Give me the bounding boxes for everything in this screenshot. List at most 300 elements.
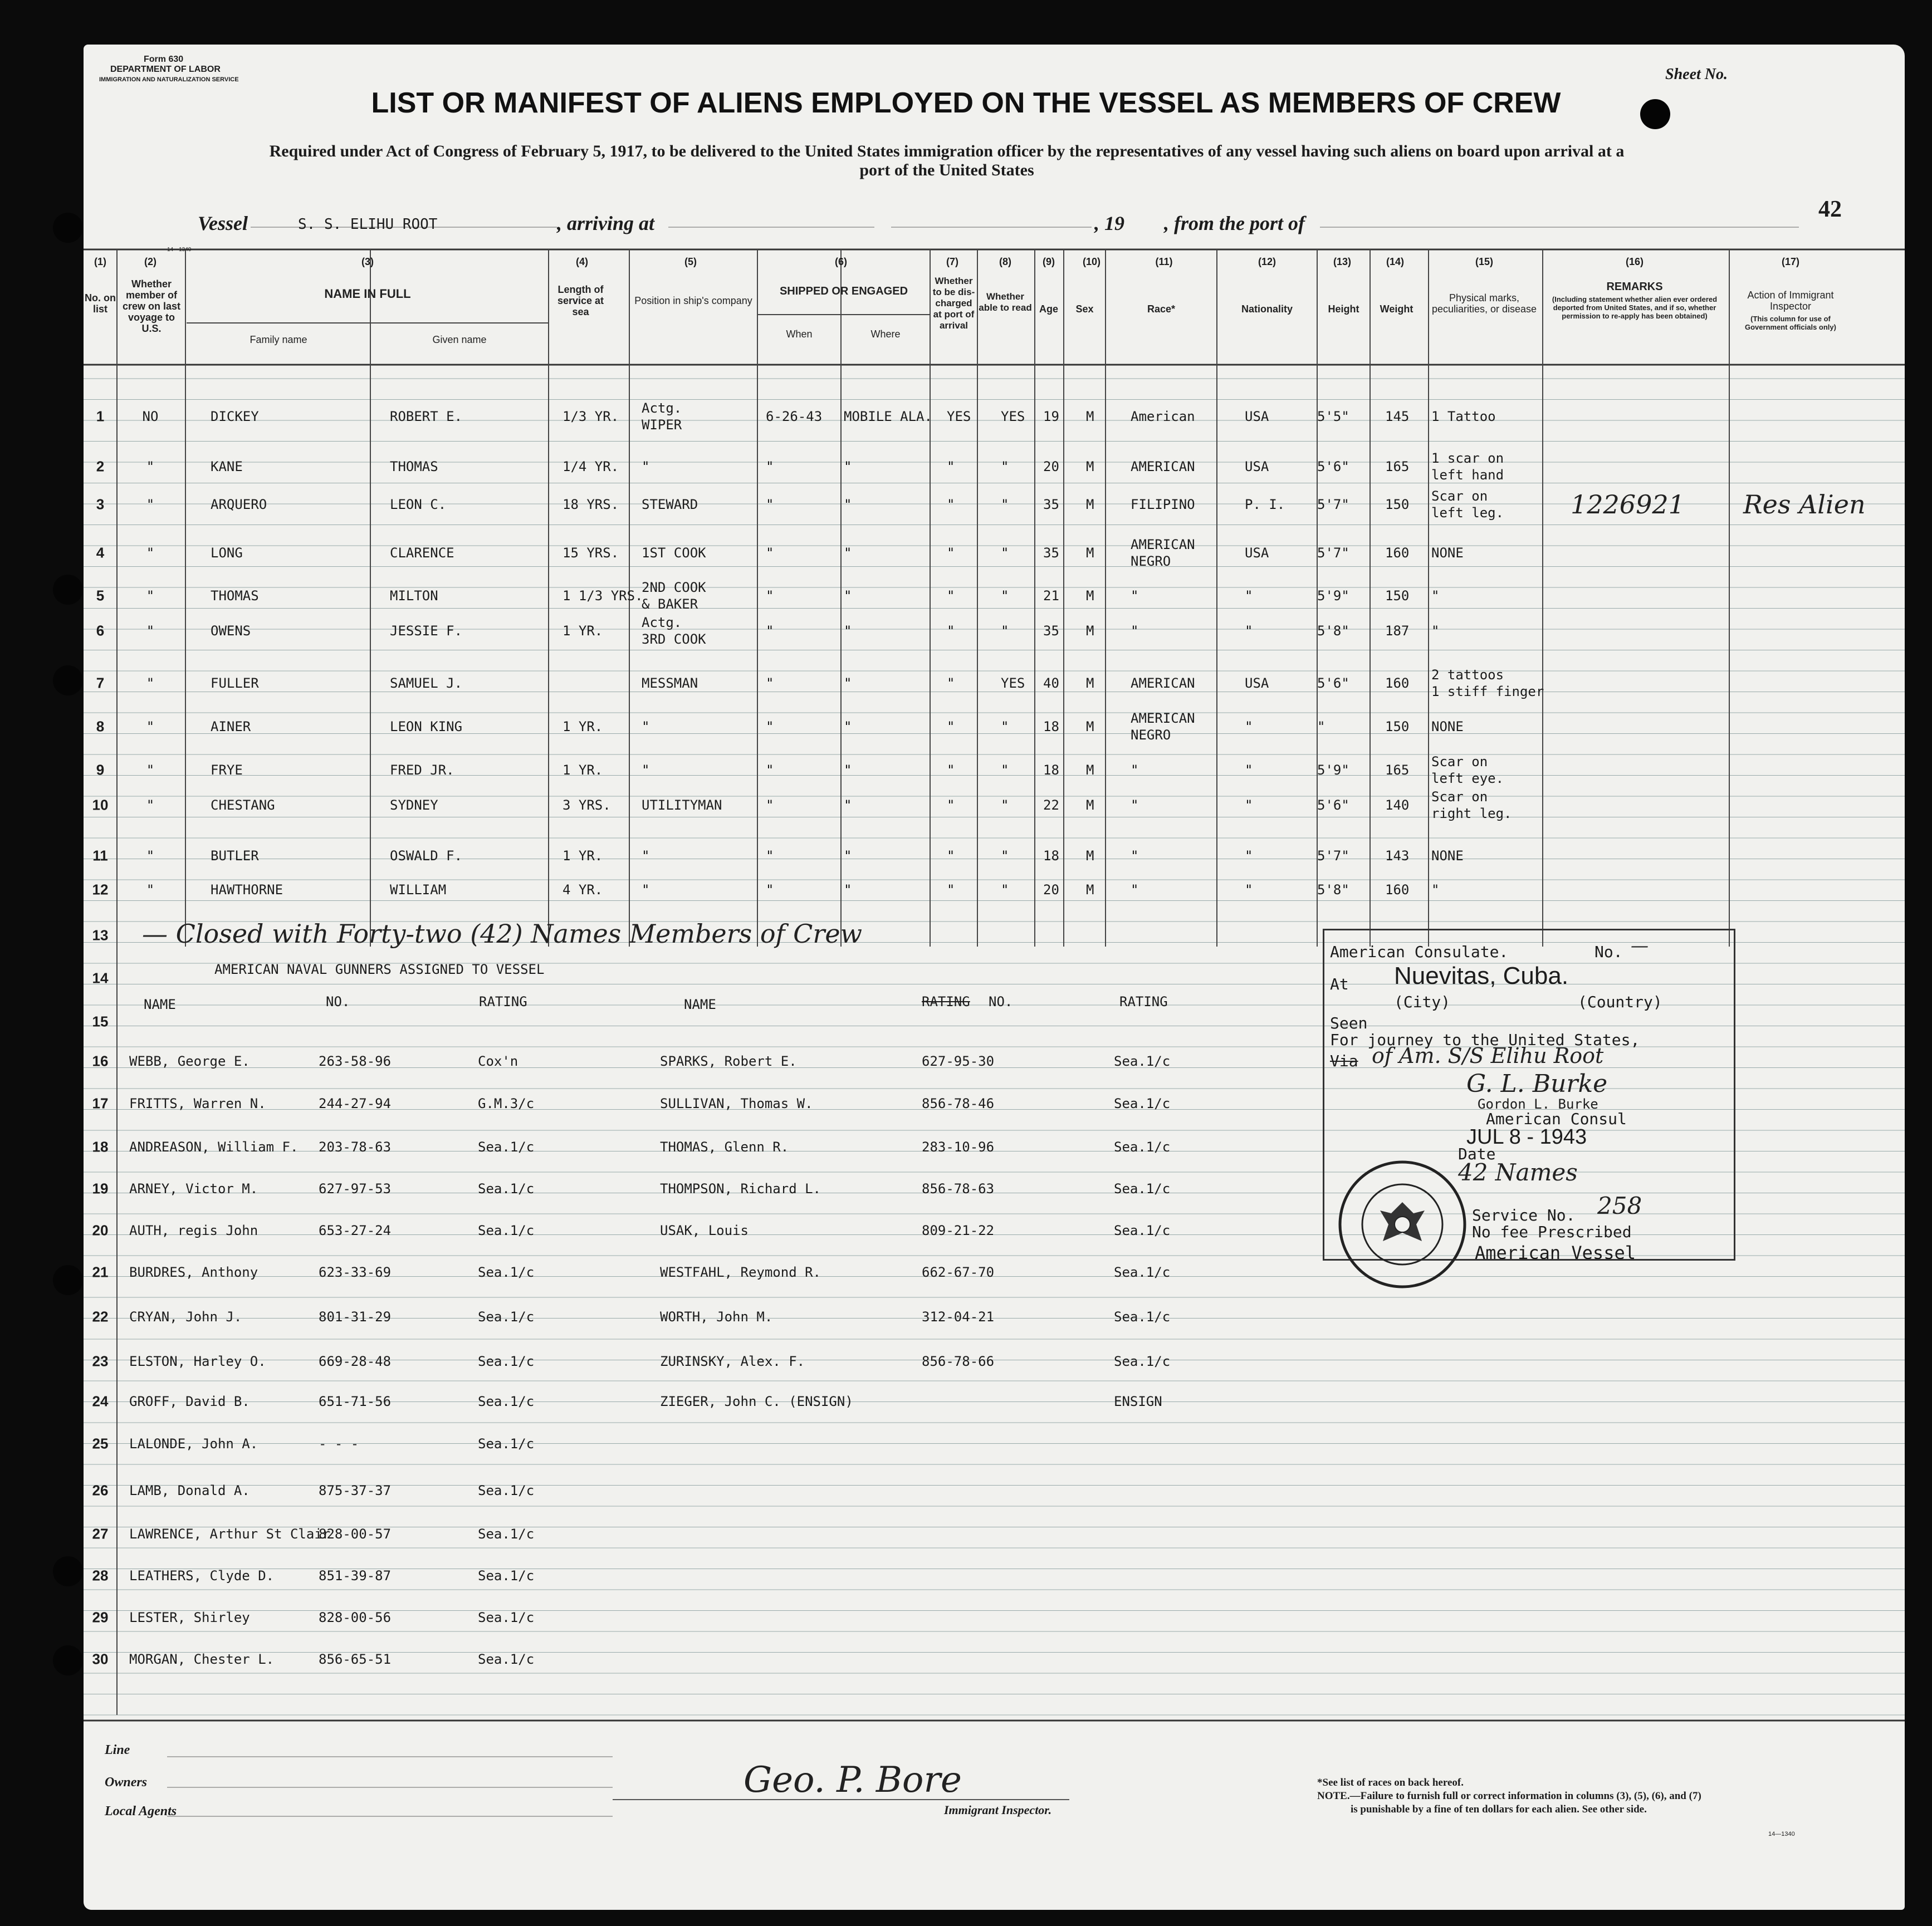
subtitle-line-1: Required under Act of Congress of February 5, 1917, to be delivered to the United States immigration officer by the representatives of any vessel having such aliens on board upon arrival at a bbox=[269, 142, 1625, 160]
crew-weight: 140 bbox=[1385, 797, 1410, 813]
header-height: Height bbox=[1328, 303, 1359, 315]
gunner-no: 856-65-51 bbox=[319, 1651, 392, 1667]
crew-position: MESSMAN bbox=[642, 675, 698, 691]
crew-position: " bbox=[642, 882, 650, 898]
row-number: 2 bbox=[96, 458, 105, 475]
gunner-name: USAK, Louis bbox=[660, 1223, 749, 1238]
crew-height: 5'7" bbox=[1317, 848, 1349, 864]
gunner-no: 244-27-94 bbox=[319, 1096, 392, 1111]
crew-race: American bbox=[1131, 409, 1195, 424]
crew-length: 1 YR. bbox=[563, 762, 603, 778]
crew-marks: Scar on right leg. bbox=[1431, 789, 1512, 821]
row-number: 30 bbox=[92, 1650, 109, 1668]
crew-age: 35 bbox=[1043, 545, 1059, 561]
gunner-name: ARNEY, Victor M. bbox=[129, 1181, 258, 1197]
crew-discharged: " bbox=[947, 848, 955, 864]
department-name: DEPARTMENT OF LABOR bbox=[110, 65, 221, 74]
column-number: (9) bbox=[1043, 256, 1055, 267]
crew-family: LONG bbox=[211, 545, 243, 561]
header-action: Action of Immigrant Inspector bbox=[1747, 290, 1834, 312]
crew-height: 5'8" bbox=[1317, 882, 1349, 898]
crew-weight: 150 bbox=[1385, 719, 1410, 734]
crew-family: BUTLER bbox=[211, 848, 259, 864]
crew-age: 22 bbox=[1043, 797, 1059, 813]
crew-where: " bbox=[844, 762, 852, 778]
column-number: (1) bbox=[94, 256, 106, 267]
row-number: 11 bbox=[92, 847, 108, 864]
crew-sex: M bbox=[1086, 545, 1094, 561]
gunner-no: 627-97-53 bbox=[319, 1181, 392, 1197]
row-number: 18 bbox=[92, 1138, 109, 1155]
crew-where: " bbox=[844, 497, 852, 512]
column-number: (11) bbox=[1155, 256, 1173, 267]
gunner-no: 828-00-57 bbox=[319, 1526, 392, 1542]
crew-height: 5'5" bbox=[1317, 409, 1349, 424]
crew-weight: 160 bbox=[1385, 545, 1410, 561]
consulate-via-label: Via bbox=[1330, 1052, 1358, 1070]
crew-where: " bbox=[844, 588, 852, 604]
row-number: 15 bbox=[92, 1013, 109, 1030]
row-number: 19 bbox=[92, 1180, 109, 1197]
gunner-rating: Sea.1/c bbox=[478, 1139, 535, 1155]
crew-position: Actg. WIPER bbox=[642, 400, 682, 433]
crew-discharged: " bbox=[947, 719, 955, 734]
crew-prior: " bbox=[146, 623, 155, 639]
crew-race: AMERICAN bbox=[1131, 459, 1195, 474]
crew-discharged: " bbox=[947, 459, 955, 474]
header-nationality: Nationality bbox=[1241, 303, 1293, 315]
row-number: 26 bbox=[92, 1482, 109, 1499]
crew-when: " bbox=[766, 848, 774, 864]
gunner-no: 809-21-22 bbox=[922, 1223, 995, 1238]
header-sex: Sex bbox=[1075, 303, 1094, 315]
crew-race: FILIPINO bbox=[1131, 497, 1195, 512]
crew-discharged: " bbox=[947, 797, 955, 813]
row-number: 6 bbox=[96, 622, 105, 639]
gunner-name: GROFF, David B. bbox=[129, 1394, 250, 1409]
gunner-rating: Sea.1/c bbox=[478, 1526, 535, 1542]
crew-prior: " bbox=[146, 588, 155, 604]
crew-family: ARQUERO bbox=[211, 497, 267, 512]
crew-weight: 150 bbox=[1385, 588, 1410, 604]
gunner-no: 653-27-24 bbox=[319, 1223, 392, 1238]
header-able-read: Whether able to read bbox=[979, 291, 1032, 313]
row-number: 23 bbox=[92, 1352, 109, 1370]
crew-length: 3 YRS. bbox=[563, 797, 611, 813]
gunner-rating: Cox'n bbox=[478, 1053, 519, 1069]
consulate-label: American Consulate. bbox=[1330, 943, 1509, 961]
gunner-name: AUTH, regis John bbox=[129, 1223, 258, 1238]
header-age: Age bbox=[1039, 303, 1058, 315]
gunner-no: 263-58-96 bbox=[319, 1053, 392, 1069]
crew-where: " bbox=[844, 545, 852, 561]
gunner-name: FRITTS, Warren N. bbox=[129, 1096, 266, 1111]
crew-nationality: P. I. bbox=[1245, 497, 1285, 512]
row-number: 27 bbox=[92, 1525, 109, 1542]
crew-sex: M bbox=[1086, 623, 1094, 639]
crew-when: 6-26-43 bbox=[766, 409, 823, 424]
crew-when: " bbox=[766, 719, 774, 734]
crew-where: " bbox=[844, 623, 852, 639]
gunner-rating: Sea.1/c bbox=[1114, 1139, 1171, 1155]
crew-age: 19 bbox=[1043, 409, 1059, 424]
row-number: 21 bbox=[92, 1263, 109, 1281]
footer-code: 14—1340 bbox=[1768, 1831, 1795, 1837]
crew-given: OSWALD F. bbox=[390, 848, 463, 864]
gunner-rating: Sea.1/c bbox=[478, 1223, 535, 1238]
gunners-col-rating-struck: RATING bbox=[922, 994, 970, 1009]
column-number: (7) bbox=[946, 256, 958, 267]
crew-read: " bbox=[1001, 762, 1009, 778]
consulate-date-stamp: JUL 8 - 1943 bbox=[1466, 1125, 1587, 1149]
header-given-name: Given name bbox=[432, 334, 487, 345]
crew-action: Res Alien bbox=[1743, 489, 1866, 520]
crew-remarks: 1226921 bbox=[1571, 489, 1685, 520]
crew-read: " bbox=[1001, 497, 1009, 512]
crew-weight: 165 bbox=[1385, 459, 1410, 474]
gunner-no: 856-78-63 bbox=[922, 1181, 995, 1197]
gunner-rating: Sea.1/c bbox=[478, 1436, 535, 1452]
punch-hole bbox=[53, 665, 83, 695]
consulate-via-value: of Am. S/S Elihu Root bbox=[1372, 1043, 1604, 1068]
crew-discharged: " bbox=[947, 882, 955, 898]
footer-owners-label: Owners bbox=[105, 1775, 148, 1790]
crew-discharged: " bbox=[947, 623, 955, 639]
row-number: 7 bbox=[96, 674, 105, 692]
crew-where: " bbox=[844, 797, 852, 813]
gunner-name: WEBB, George E. bbox=[129, 1053, 250, 1069]
crew-position: " bbox=[642, 762, 650, 778]
header-position: Position in ship's company bbox=[634, 295, 752, 306]
crew-marks: Scar on left leg. bbox=[1431, 488, 1504, 521]
consulate-names-value: 42 Names bbox=[1458, 1159, 1578, 1186]
header-family-name: Family name bbox=[250, 334, 307, 345]
crew-marks: " bbox=[1431, 588, 1440, 604]
crew-when: " bbox=[766, 497, 774, 512]
crew-prior: " bbox=[146, 848, 155, 864]
form-number: Form 630 bbox=[144, 55, 184, 64]
crew-discharged: " bbox=[947, 675, 955, 691]
punch-hole bbox=[53, 1265, 83, 1295]
crew-family: FULLER bbox=[211, 675, 259, 691]
crew-family: HAWTHORNE bbox=[211, 882, 283, 898]
crew-marks: Scar on left eye. bbox=[1431, 754, 1504, 786]
crew-given: MILTON bbox=[390, 588, 438, 604]
from-port-label: , from the port of bbox=[1164, 212, 1305, 234]
crew-age: 21 bbox=[1043, 588, 1059, 604]
gunner-name: SULLIVAN, Thomas W. bbox=[660, 1096, 813, 1111]
crew-weight: 150 bbox=[1385, 497, 1410, 512]
gunner-rating: Sea.1/c bbox=[478, 1309, 535, 1325]
crew-family: OWENS bbox=[211, 623, 251, 639]
crew-height: 5'6" bbox=[1317, 459, 1349, 474]
row-number: 24 bbox=[92, 1393, 109, 1410]
crew-nationality: USA bbox=[1245, 675, 1269, 691]
crew-nationality: USA bbox=[1245, 459, 1269, 474]
crew-length: 1/3 YR. bbox=[563, 409, 619, 424]
crew-nationality: " bbox=[1245, 623, 1253, 639]
crew-nationality: " bbox=[1245, 797, 1253, 813]
header-shipped-engaged: SHIPPED OR ENGAGED bbox=[779, 285, 908, 297]
crew-position: 2ND COOK & BAKER bbox=[642, 580, 706, 612]
manifest-subtitle bbox=[111, 142, 1782, 180]
crew-where: MOBILE ALA. bbox=[844, 409, 932, 424]
crew-when: " bbox=[766, 588, 774, 604]
crew-when: " bbox=[766, 623, 774, 639]
crew-where: " bbox=[844, 459, 852, 474]
gunner-name: ZIEGER, John C. (ENSIGN) bbox=[660, 1394, 853, 1409]
gunner-rating: Sea.1/c bbox=[1114, 1223, 1171, 1238]
crew-when: " bbox=[766, 797, 774, 813]
arriving-label: , arriving at bbox=[557, 212, 655, 234]
crew-nationality: USA bbox=[1245, 409, 1269, 424]
crew-height: 5'9" bbox=[1317, 762, 1349, 778]
crew-read: " bbox=[1001, 459, 1009, 474]
crew-discharged: " bbox=[947, 762, 955, 778]
crew-marks: 1 scar on left hand bbox=[1431, 450, 1504, 483]
gunner-no: 801-31-29 bbox=[319, 1309, 392, 1325]
crew-marks: " bbox=[1431, 882, 1440, 898]
gunner-name: ZURINSKY, Alex. F. bbox=[660, 1354, 805, 1369]
crew-prior: " bbox=[146, 762, 155, 778]
crew-position: 1ST COOK bbox=[642, 545, 706, 561]
gunner-no: 851-39-87 bbox=[319, 1568, 392, 1584]
row-number: 25 bbox=[92, 1435, 109, 1452]
gunner-no: 623-33-69 bbox=[319, 1265, 392, 1280]
consulate-at-label: At bbox=[1330, 975, 1349, 993]
crew-where: " bbox=[844, 882, 852, 898]
crew-read: YES bbox=[1001, 409, 1025, 424]
gunner-name: LAMB, Donald A. bbox=[129, 1483, 250, 1498]
crew-nationality: " bbox=[1245, 882, 1253, 898]
crew-marks: " bbox=[1431, 623, 1440, 639]
row-number: 17 bbox=[92, 1095, 109, 1112]
page-number: 42 bbox=[1818, 197, 1842, 222]
crew-nationality: " bbox=[1245, 762, 1253, 778]
gunner-name: ELSTON, Harley O. bbox=[129, 1354, 266, 1369]
print-code: 14—1340 bbox=[167, 247, 192, 253]
crew-sex: M bbox=[1086, 848, 1094, 864]
crew-length: 1 YR. bbox=[563, 719, 603, 734]
crew-family: AINER bbox=[211, 719, 251, 734]
crew-race: " bbox=[1131, 588, 1139, 604]
gunner-no: 875-37-37 bbox=[319, 1483, 392, 1498]
crew-sex: M bbox=[1086, 588, 1094, 604]
gunner-name: SPARKS, Robert E. bbox=[660, 1053, 797, 1069]
crew-sex: M bbox=[1086, 409, 1094, 424]
sheet-no-label: Sheet No. bbox=[1665, 66, 1728, 83]
subtitle-line-2: port of the United States bbox=[859, 161, 1034, 179]
vessel-name: S. S. ELIHU ROOT bbox=[298, 216, 438, 233]
crew-given: SYDNEY bbox=[390, 797, 438, 813]
crew-sex: M bbox=[1086, 675, 1094, 691]
crew-prior: " bbox=[146, 545, 155, 561]
crew-weight: 160 bbox=[1385, 882, 1410, 898]
gunner-rating: Sea.1/c bbox=[1114, 1309, 1171, 1325]
row-number: 28 bbox=[92, 1567, 109, 1584]
crew-nationality: " bbox=[1245, 719, 1253, 734]
crew-height: 5'8" bbox=[1317, 623, 1349, 639]
gunners-col-name-left: NAME bbox=[144, 997, 176, 1012]
crew-sex: M bbox=[1086, 497, 1094, 512]
row-number: 4 bbox=[96, 544, 105, 561]
gunner-rating: Sea.1/c bbox=[478, 1568, 535, 1584]
crew-discharged: " bbox=[947, 497, 955, 512]
gunner-rating: Sea.1/c bbox=[1114, 1096, 1171, 1111]
crew-height: 5'6" bbox=[1317, 797, 1349, 813]
column-number: (2) bbox=[144, 256, 156, 267]
crew-position: Actg. 3RD COOK bbox=[642, 615, 706, 647]
crew-age: 35 bbox=[1043, 497, 1059, 512]
consulate-city-value: Nuevitas, Cuba. bbox=[1394, 962, 1569, 989]
eagle-seal-icon bbox=[1336, 1158, 1469, 1291]
gunner-name: THOMPSON, Richard L. bbox=[660, 1181, 821, 1197]
crew-race: AMERICAN NEGRO bbox=[1131, 537, 1195, 569]
crew-given: THOMAS bbox=[390, 459, 438, 474]
closing-note: — Closed with Forty-two (42) Names Members of Crew bbox=[142, 919, 862, 949]
crew-marks: 2 tattoos 1 stiff finger bbox=[1431, 667, 1544, 699]
crew-race: AMERICAN bbox=[1131, 675, 1195, 691]
crew-height: " bbox=[1317, 719, 1326, 734]
crew-family: KANE bbox=[211, 459, 243, 474]
crew-length: 1/4 YR. bbox=[563, 459, 619, 474]
gunners-heading: AMERICAN NAVAL GUNNERS ASSIGNED TO VESSEL bbox=[214, 962, 545, 977]
gunner-name: THOMAS, Glenn R. bbox=[660, 1139, 789, 1155]
consulate-city-label: (City) bbox=[1394, 993, 1451, 1011]
crew-given: ROBERT E. bbox=[390, 409, 463, 424]
column-number: (10) bbox=[1082, 256, 1101, 267]
row-number: 12 bbox=[92, 881, 109, 898]
crew-nationality: " bbox=[1245, 588, 1253, 604]
gunner-no: 203-78-63 bbox=[319, 1139, 392, 1155]
column-number: (14) bbox=[1386, 256, 1405, 267]
consulate-fee: No fee Prescribed bbox=[1472, 1223, 1632, 1241]
consulate-vessel-type: American Vessel bbox=[1475, 1242, 1636, 1263]
crew-race: AMERICAN NEGRO bbox=[1131, 710, 1195, 743]
footer-agents-label: Local Agents bbox=[105, 1804, 177, 1819]
gunner-name: ANDREASON, William F. bbox=[129, 1139, 299, 1155]
gunner-rating: Sea.1/c bbox=[478, 1651, 535, 1667]
gunner-rating: Sea.1/c bbox=[1114, 1181, 1171, 1197]
header-length-service: Length of service at sea bbox=[557, 284, 604, 317]
gunner-name: LEATHERS, Clyde D. bbox=[129, 1568, 275, 1584]
column-number: (3) bbox=[361, 256, 374, 267]
gunner-rating: ENSIGN bbox=[1114, 1394, 1162, 1409]
crew-sex: M bbox=[1086, 719, 1094, 734]
crew-height: 5'9" bbox=[1317, 588, 1349, 604]
gunner-rating: Sea.1/c bbox=[478, 1265, 535, 1280]
crew-weight: 145 bbox=[1385, 409, 1410, 424]
crew-given: CLARENCE bbox=[390, 545, 454, 561]
crew-race: " bbox=[1131, 623, 1139, 639]
crew-length: 1 YR. bbox=[563, 848, 603, 864]
crew-marks: 1 Tattoo bbox=[1431, 409, 1496, 424]
header-race: Race* bbox=[1147, 303, 1176, 315]
consul-title: American Consul bbox=[1486, 1110, 1627, 1128]
crew-age: 20 bbox=[1043, 882, 1059, 898]
gunner-no: 828-00-56 bbox=[319, 1610, 392, 1625]
crew-height: 5'6" bbox=[1317, 675, 1349, 691]
crew-age: 20 bbox=[1043, 459, 1059, 474]
header-no-on-list: No. on list bbox=[85, 292, 116, 315]
column-number: (12) bbox=[1258, 256, 1276, 267]
punch-hole bbox=[53, 1556, 83, 1586]
crew-family: CHESTANG bbox=[211, 797, 275, 813]
crew-age: 35 bbox=[1043, 623, 1059, 639]
crew-height: 5'7" bbox=[1317, 497, 1349, 512]
crew-marks: NONE bbox=[1431, 719, 1464, 734]
header-remarks-note: (Including statement whether alien ever ordered deported from United States, and if so, whether permission to re-apply has been obtained) bbox=[1552, 295, 1718, 320]
crew-discharged: YES bbox=[947, 409, 971, 424]
crew-where: " bbox=[844, 848, 852, 864]
year-label: , 19 bbox=[1094, 212, 1124, 234]
gunner-name: CRYAN, John J. bbox=[129, 1309, 242, 1325]
row-number: 29 bbox=[92, 1609, 109, 1626]
column-number: (15) bbox=[1475, 256, 1494, 267]
gunner-no: 283-10-96 bbox=[922, 1139, 995, 1155]
header-weight: Weight bbox=[1380, 303, 1413, 315]
crew-prior: " bbox=[146, 719, 155, 734]
row-number: 5 bbox=[96, 587, 105, 604]
consulate-stamp bbox=[1323, 929, 1735, 1261]
column-number: (13) bbox=[1333, 256, 1352, 267]
crew-when: " bbox=[766, 459, 774, 474]
gunners-col-no-left: NO. bbox=[326, 994, 350, 1009]
punch-hole bbox=[53, 575, 83, 605]
footer-note-failure: NOTE.—Failure to furnish full or correct information in columns (3), (5), (6), and (7) bbox=[1317, 1790, 1701, 1802]
crew-given: JESSIE F. bbox=[390, 623, 463, 639]
crew-prior: " bbox=[146, 459, 155, 474]
crew-where: " bbox=[844, 719, 852, 734]
gunner-rating: Sea.1/c bbox=[478, 1394, 535, 1409]
crew-length: 4 YR. bbox=[563, 882, 603, 898]
crew-given: LEON C. bbox=[390, 497, 447, 512]
gunners-col-no-right: NO. bbox=[989, 994, 1013, 1009]
header-physical-marks: Physical marks, peculiarities, or disease bbox=[1431, 292, 1537, 315]
gunner-rating: Sea.1/c bbox=[1114, 1053, 1171, 1069]
crew-length: 18 YRS. bbox=[563, 497, 619, 512]
gunner-name: LALONDE, John A. bbox=[129, 1436, 258, 1452]
consulate-journey-label: For journey to the United States, bbox=[1330, 1031, 1640, 1049]
crew-nationality: " bbox=[1245, 848, 1253, 864]
crew-where: " bbox=[844, 675, 852, 691]
row-number: 16 bbox=[92, 1052, 109, 1070]
gunners-col-rating-right: RATING bbox=[1119, 994, 1168, 1009]
gunner-no: - - - bbox=[319, 1436, 359, 1452]
footer-line-label: Line bbox=[105, 1743, 130, 1757]
crew-read: " bbox=[1001, 848, 1009, 864]
gunner-no: 627-95-30 bbox=[922, 1053, 995, 1069]
crew-position: " bbox=[642, 848, 650, 864]
crew-length: 1 1/3 YRS. bbox=[563, 588, 643, 604]
gunner-no: 856-78-46 bbox=[922, 1096, 995, 1111]
crew-prior: " bbox=[146, 882, 155, 898]
header-whether-member: Whether member of crew on last voyage to U.S. bbox=[122, 278, 181, 334]
consulate-service-value: 258 bbox=[1597, 1192, 1642, 1219]
row-number: 9 bbox=[96, 761, 105, 778]
crew-read: " bbox=[1001, 719, 1009, 734]
footer-note-races: *See list of races on back hereof. bbox=[1317, 1777, 1464, 1788]
header-remarks: REMARKS bbox=[1606, 281, 1663, 293]
crew-height: 5'7" bbox=[1317, 545, 1349, 561]
crew-given: LEON KING bbox=[390, 719, 463, 734]
crew-read: " bbox=[1001, 623, 1009, 639]
footer-note-fine: is punishable by a fine of ten dollars for each alien. See other side. bbox=[1351, 1804, 1647, 1815]
crew-given: FRED JR. bbox=[390, 762, 454, 778]
gunner-no: 312-04-21 bbox=[922, 1309, 995, 1325]
crew-read: " bbox=[1001, 882, 1009, 898]
gunner-no: 669-28-48 bbox=[319, 1354, 392, 1369]
